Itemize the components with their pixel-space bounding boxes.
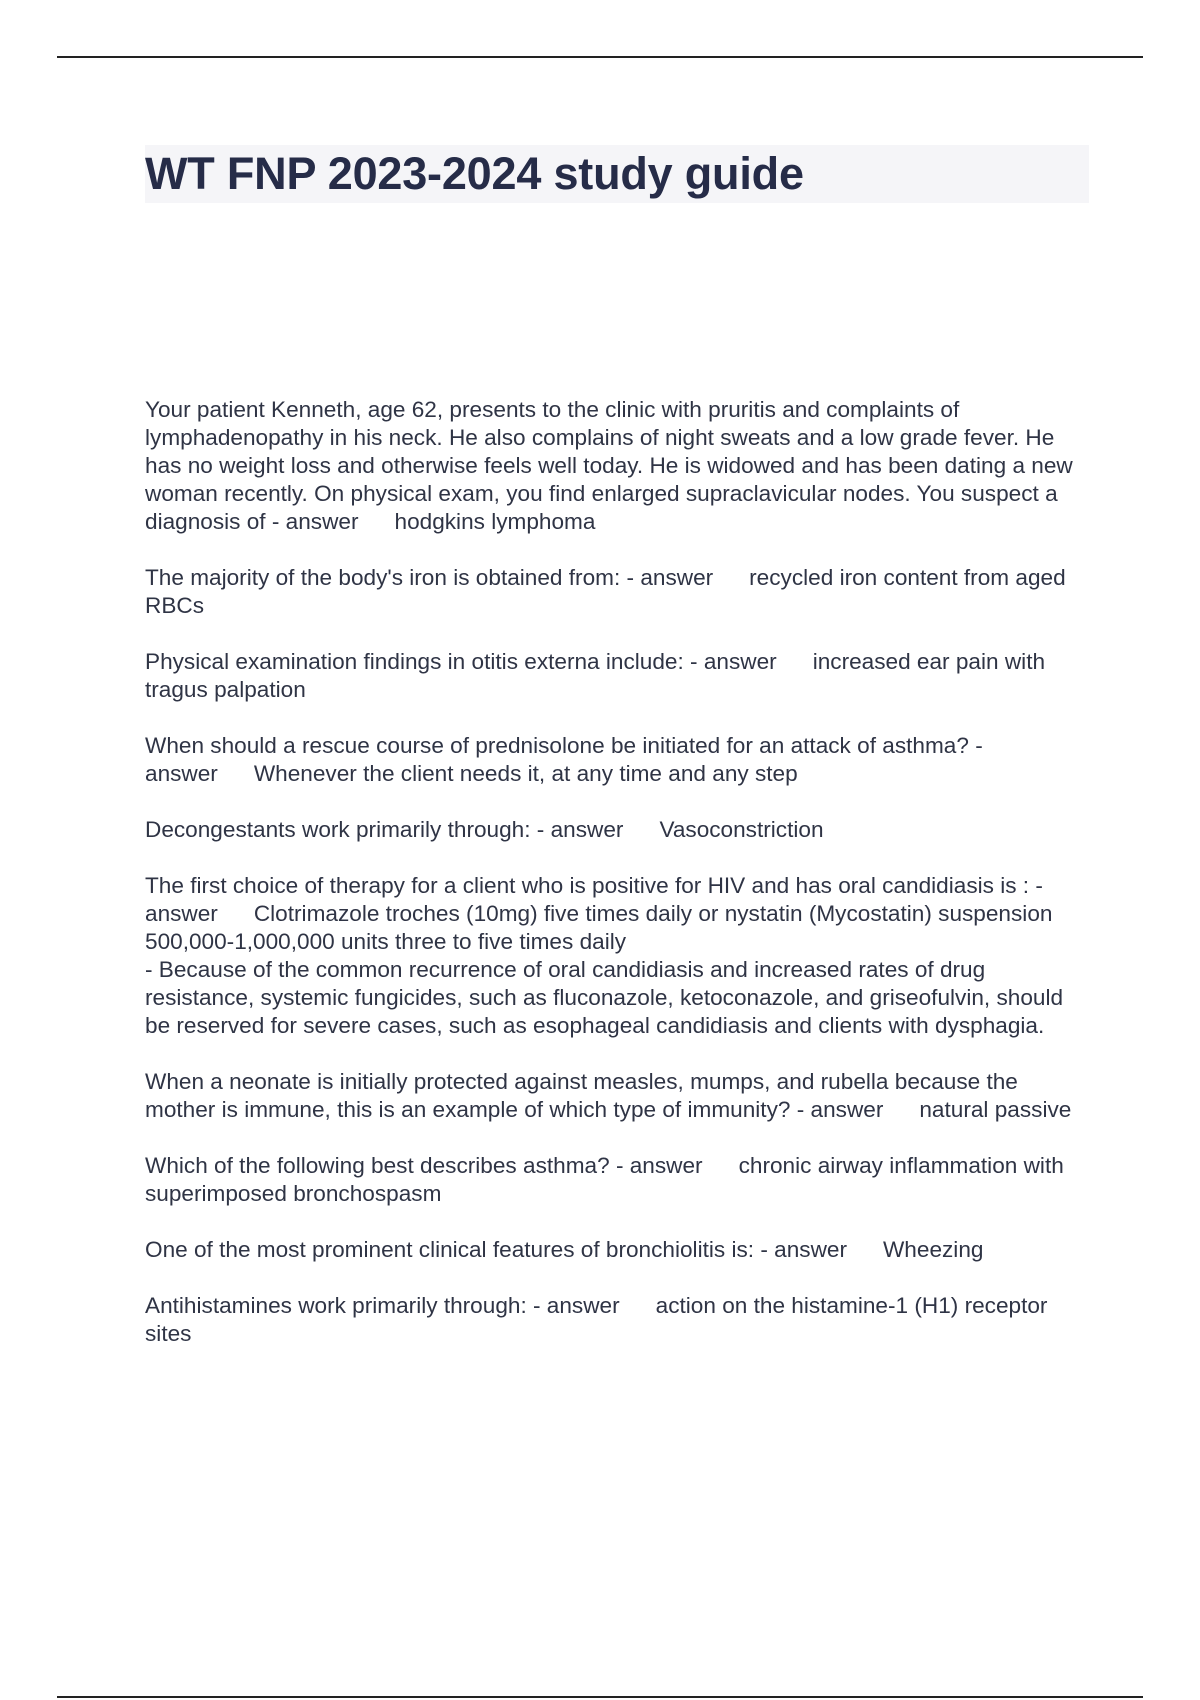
qa-item — [145, 1292, 1090, 1348]
qa-item — [145, 816, 1090, 844]
answer-text: action on the histamine-1 (H1) receptor sites — [145, 1293, 1054, 1346]
question-text: The first choice of therapy for a client who is positive for HIV and has oral candidiasis is : - answer — [145, 873, 1050, 926]
qa-item — [145, 872, 1090, 1040]
qa-item — [145, 396, 1090, 536]
qa-item — [145, 648, 1090, 704]
qa-item — [145, 1068, 1090, 1124]
answer-text: natural passive — [919, 1097, 1072, 1122]
question-text: Antihistamines work primarily through: - answer — [145, 1293, 620, 1318]
question-text: Your patient Kenneth, age 62, presents to the clinic with pruritis and complaints of lymphadenopathy in his neck. He also complains of night sweats and a low grade fever. He has no weight loss and otherwise feels well today. He is widowed and has been dating a new woman recently. On physical exam, you find enlarged supraclavicular nodes. You suspect a diagnosis of - answer — [145, 397, 1080, 534]
answer-text: Whenever the client needs it, at any time and any step — [253, 761, 798, 786]
top-rule — [57, 56, 1143, 58]
question-text: Decongestants work primarily through: - answer — [145, 817, 624, 842]
answer-text: Wheezing — [882, 1237, 984, 1262]
answer-text: hodgkins lymphoma — [394, 509, 596, 534]
bottom-rule — [57, 1696, 1143, 1698]
answer-text: Clotrimazole troches (10mg) five times daily or nystatin (Mycostatin) suspension 500,000-1,000,000 units three to five times daily - Because of the common recurrence of oral candidiasis and increased rates of drug resistance, systemic fungicides, such as fluconazole, ketoconazole, and griseofulvin, should be reserved for severe cases, such as esophageal candidiasis and clients with dysphagia. — [145, 901, 1064, 1038]
page-title: WT FNP 2023-2024 study guide — [145, 148, 804, 199]
qa-item — [145, 564, 1090, 620]
question-text: The majority of the body's iron is obtained from: - answer — [145, 565, 714, 590]
question-text: When a neonate is initially protected against measles, mumps, and rubella because the mother is immune, this is an example of which type of immunity? - answer — [145, 1069, 1025, 1122]
qa-item — [145, 1152, 1090, 1208]
qa-item — [145, 732, 1090, 788]
question-text: When should a rescue course of prednisolone be initiated for an attack of asthma? - answer — [145, 733, 989, 786]
qa-list — [145, 396, 1090, 1376]
question-text: One of the most prominent clinical features of bronchiolitis is: - answer — [145, 1237, 847, 1262]
answer-text: Vasoconstriction — [659, 817, 824, 842]
qa-item — [145, 1236, 1090, 1264]
answer-text: chronic airway inflammation with superimposed bronchospasm — [145, 1153, 1071, 1206]
answer-text: increased ear pain with tragus palpation — [145, 649, 1052, 702]
question-text: Which of the following best describes asthma? - answer — [145, 1153, 703, 1178]
answer-text: recycled iron content from aged RBCs — [145, 565, 1072, 618]
question-text: Physical examination findings in otitis externa include: - answer — [145, 649, 777, 674]
